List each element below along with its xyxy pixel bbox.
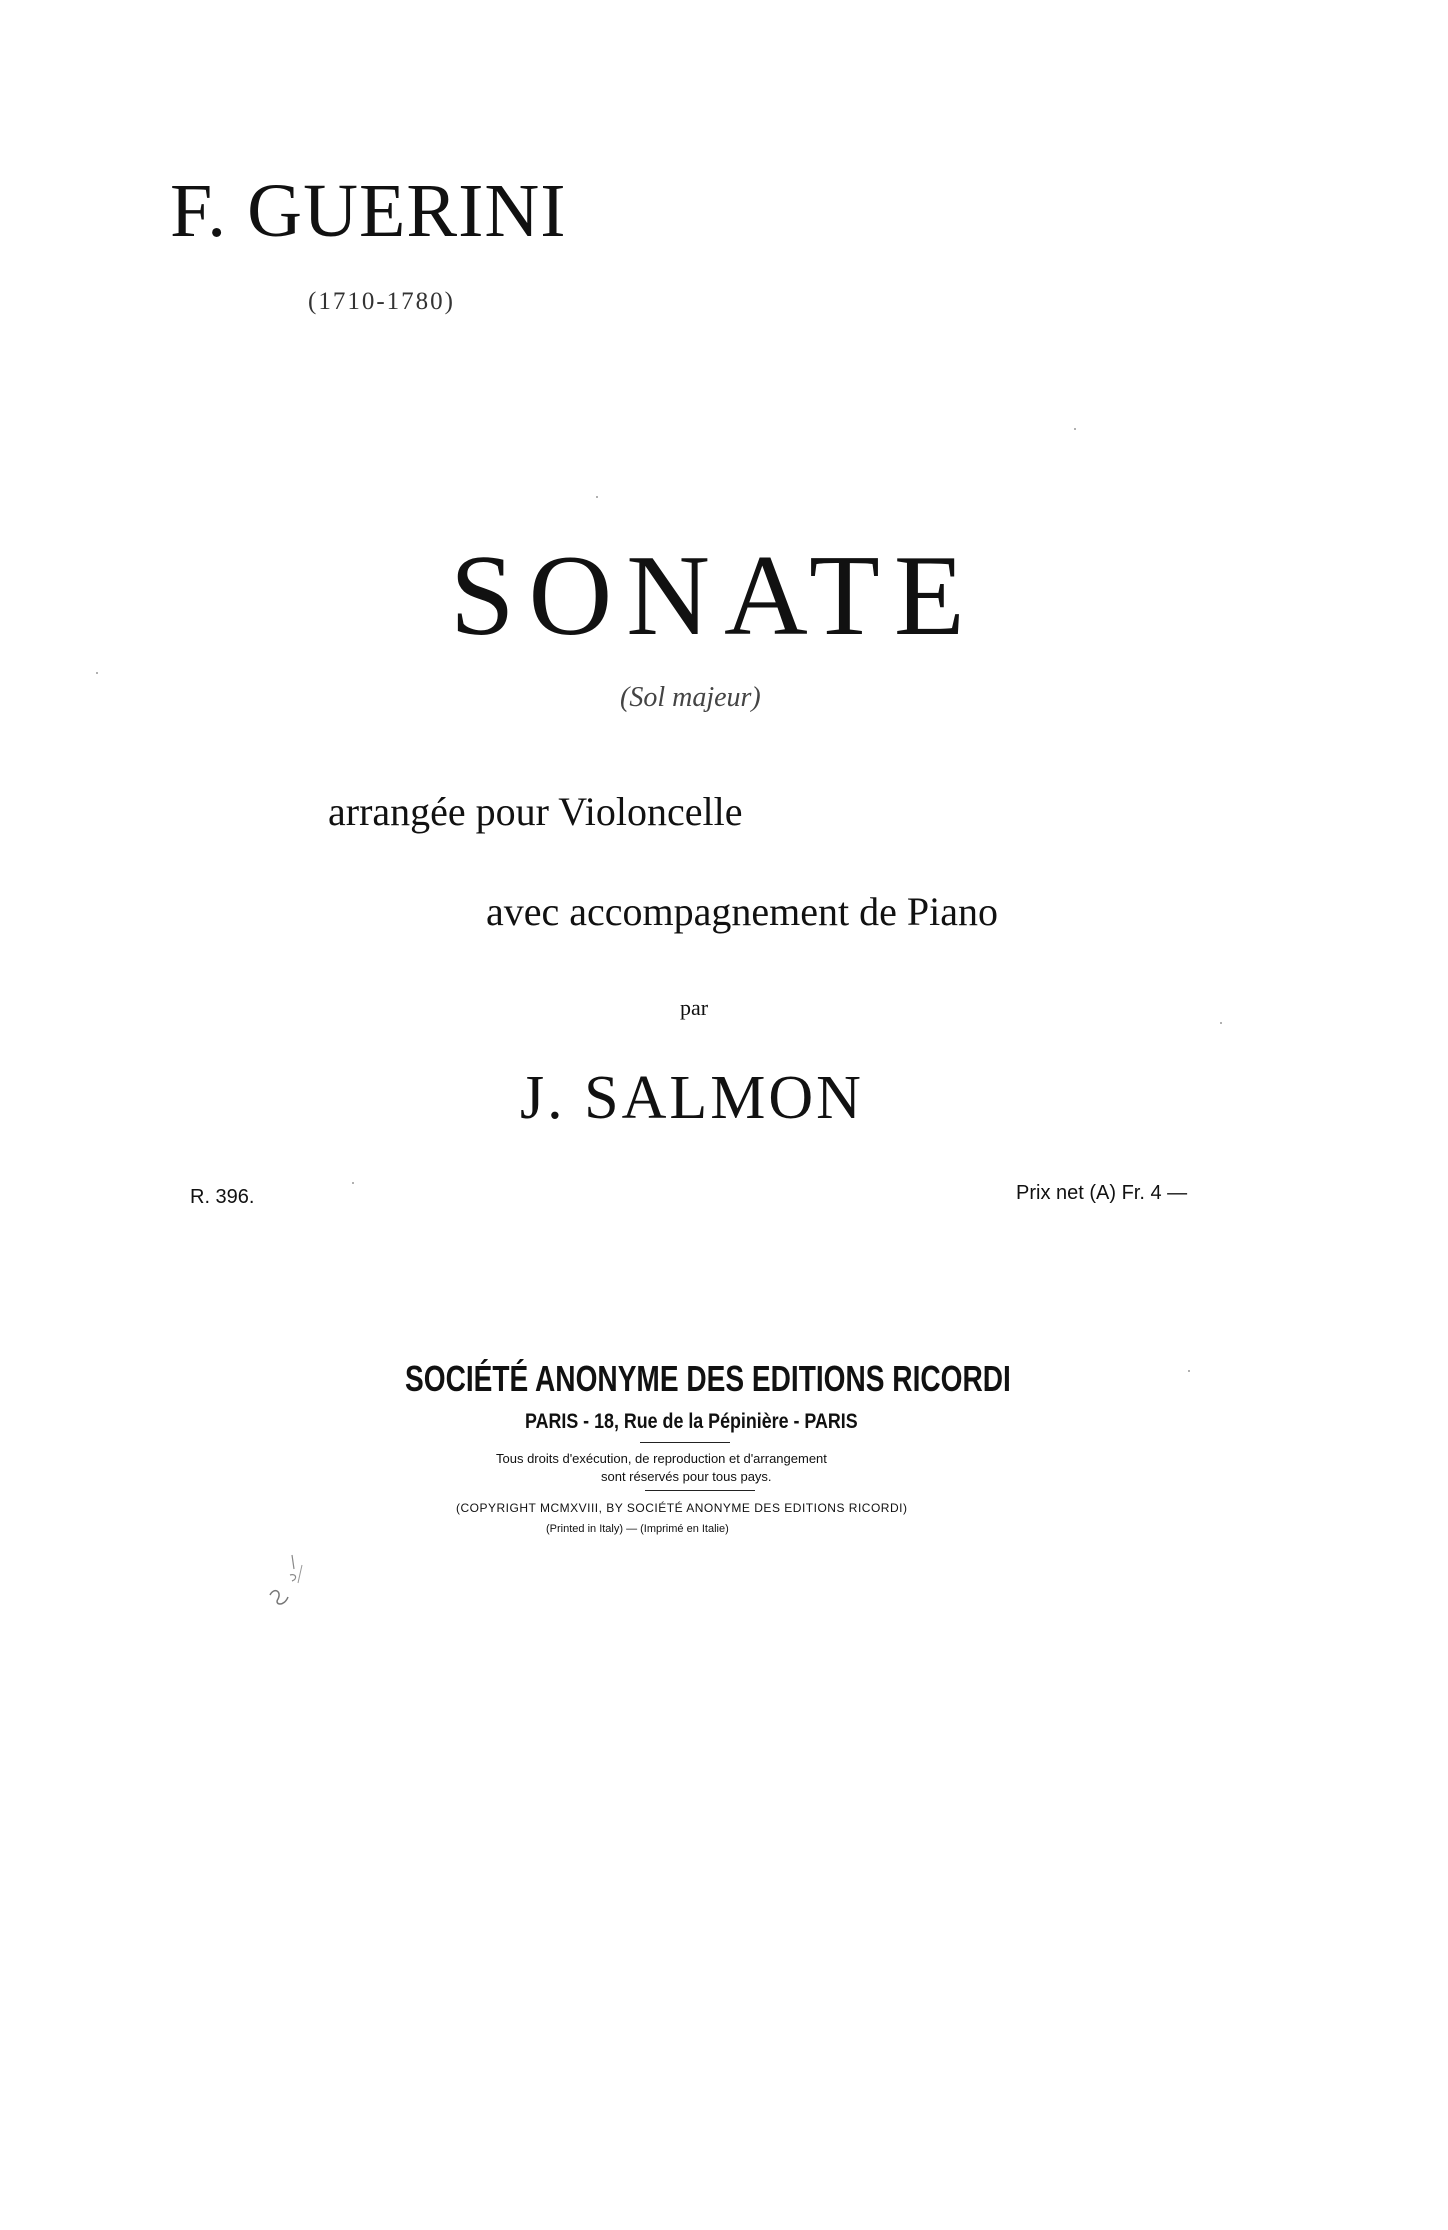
work-key: (Sol majeur) [620,682,761,713]
copyright-notice: (COPYRIGHT MCMXVIII, BY SOCIÉTÉ ANONYME DES EDITIONS RICORDI) [456,1501,908,1515]
scan-speck [96,672,98,674]
handwritten-mark [262,1535,322,1615]
publisher-name: SOCIÉTÉ ANONYME DES EDITIONS RICORDI [405,1358,1011,1399]
arranger-name: J. SALMON [520,1064,864,1132]
divider-bottom [645,1490,755,1491]
divider-top [640,1442,730,1443]
catalog-number: R. 396. [190,1186,255,1208]
arrangement-accompaniment: avec accompagnement de Piano [486,889,998,934]
scan-speck [1188,1370,1190,1372]
printed-in: (Printed in Italy) — (Imprimé en Italie) [546,1523,729,1535]
price-label: Prix net (A) Fr. 4 — [1016,1182,1188,1204]
scan-speck [596,496,598,498]
publisher-address: PARIS - 18, Rue de la Pépinière - PARIS [525,1410,858,1433]
scan-speck [352,1182,354,1184]
composer-dates: (1710-1780) [308,288,455,315]
rights-line-2: sont réservés pour tous pays. [601,1469,772,1484]
scan-speck [1074,428,1076,430]
rights-line-1: Tous droits d'exécution, de reproduction et d'arrangement [496,1451,827,1466]
by-label: par [680,995,709,1020]
work-title: SONATE [450,532,979,660]
scan-speck [1220,1022,1222,1024]
composer-name: F. GUERINI [170,169,567,253]
arrangement-instrument: arrangée pour Violoncelle [328,789,743,834]
